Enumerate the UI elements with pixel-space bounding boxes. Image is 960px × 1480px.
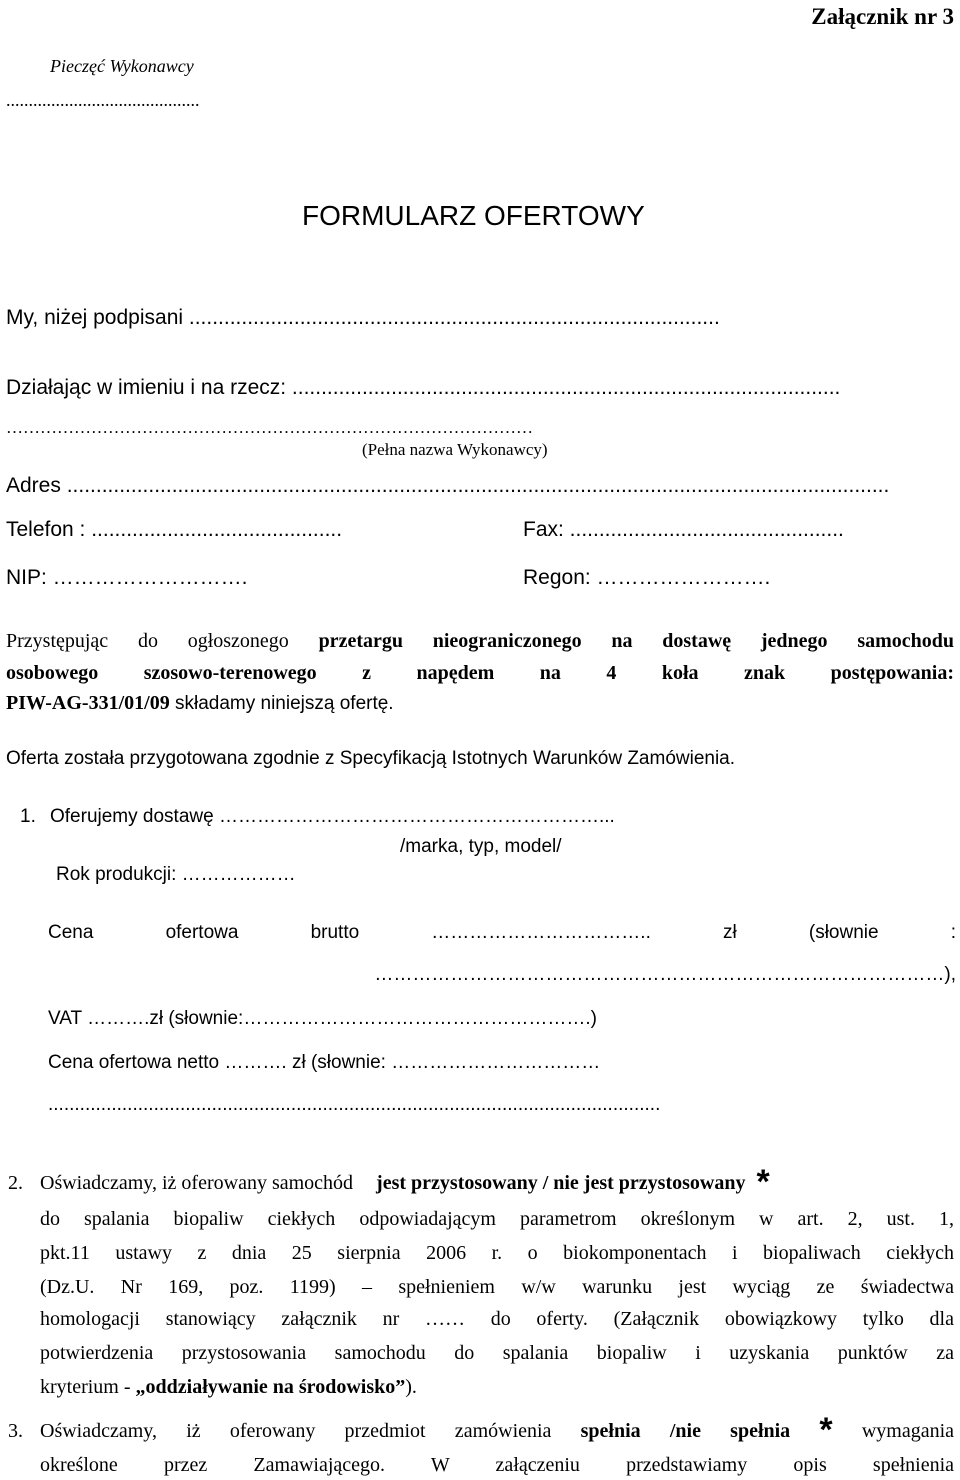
acting-continuation: ………………………………………………………………………………… [6,418,533,437]
acting-field: Działając w imieniu i na rzecz: .............................................................................................. [6,376,841,399]
offer-delivery: Oferujemy dostawę ……………………………………………………... [50,806,615,827]
nip-field: NIP: ………………………. [6,566,248,589]
item3-number: 3. [8,1420,23,1442]
net-price: Cena ofertowa netto ………. zł (słownie: …………………………… [48,1052,601,1073]
intro-text: Przystępując do ogłoszonego [6,630,319,652]
item1-number: 1. [20,806,36,827]
fax-field: Fax: ............................................... [523,518,844,541]
full-name-caption: (Pełna nazwa Wykonawcy) [362,440,548,459]
footnote-star-2: * [819,1411,833,1449]
production-year: Rok produkcji: ……………… [56,864,296,885]
siwz-statement: Oferta została przygotowana zgodnie z Specyfikacją Istotnych Warunków Zamówienia. [6,748,736,769]
page-title: FORMULARZ OFERTOWY [302,200,645,231]
intro-line-3 [6,692,394,715]
offer-caption: /marka, typ, model/ [400,836,562,857]
criterion-end: ). [405,1376,417,1398]
intro-text-end: składamy niniejszą ofertę. [169,693,394,714]
stamp-dots: ........................................... [6,90,200,110]
item2-text: Oświadczamy, iż oferowany samochód [40,1172,354,1194]
gross-price: Cena ofertowa brutto …………………………….. zł (słownie : [48,922,956,943]
item2-line-6: potwierdzenia przystosowania samochodu do spalania biopaliw i uzyskania punktów za [40,1342,954,1364]
item3-text-end: wymagania [832,1420,955,1442]
phone-field: Telefon : ........................................... [6,518,343,541]
item3-line-2: określone przez Zamawiającego. W załączeniu przedstawiamy opis spełnienia [40,1454,954,1476]
intro-line-2: osobowego szosowo-terenowego z napędem na 4 koła znak postępowania: [6,662,954,684]
stamp-label: Pieczęć Wykonawcy [50,56,194,76]
item3-line-1 [40,1411,955,1449]
item2-line-5: homologacji stanowiący załącznik nr …… do oferty. (Załącznik obowiązkowy tylko dla [40,1308,954,1330]
item2-line-7 [40,1376,417,1399]
adaptation-choice: jest przystosowany / nie jest przystosowany [376,1172,746,1194]
net-price-continuation: .................................................................................................................... [48,1094,661,1115]
item3-text: Oświadczamy, iż oferowany przedmiot zamówienia [40,1420,581,1442]
item2-line-3: pkt.11 ustawy z dnia 25 sierpnia 2006 r. o biokomponentach i biopaliwach ciekłych [40,1242,954,1264]
item2-line-1 [40,1163,770,1201]
compliance-choice: spełnia /nie spełnia [580,1420,791,1442]
criterion-text: kryterium - [40,1376,136,1398]
address-field: Adres ............................................................................................................................................. [6,474,890,497]
attachment-number: Załącznik nr 3 [811,4,954,29]
criterion-name: „oddziaływanie na środowisko” [135,1376,406,1398]
item2-line-2: do spalania biopaliw ciekłych odpowiadającym parametrom określonym w art. 2, ust. 1, [40,1208,954,1230]
item2-line-4: (Dz.U. Nr 169, poz. 1199) – spełnieniem w/w warunku jest wyciąg ze świadectwa [40,1276,954,1298]
footnote-star: * [756,1163,770,1201]
case-number: PIW-AG-331/01/09 [6,692,170,714]
item2-number: 2. [8,1172,23,1194]
intro-line-1 [6,630,954,653]
tender-subject: przetargu nieograniczonego na dostawę jednego samochodu [318,630,955,652]
vat-amount: VAT ……….zł (słownie:……………………………………………….) [48,1008,597,1029]
regon-field: Regon: ……………………. [523,566,771,589]
gross-price-continuation: ………………………………………………………………………………), [374,964,956,985]
signed-field: My, niżej podpisani ........................................................................................... [6,306,720,329]
